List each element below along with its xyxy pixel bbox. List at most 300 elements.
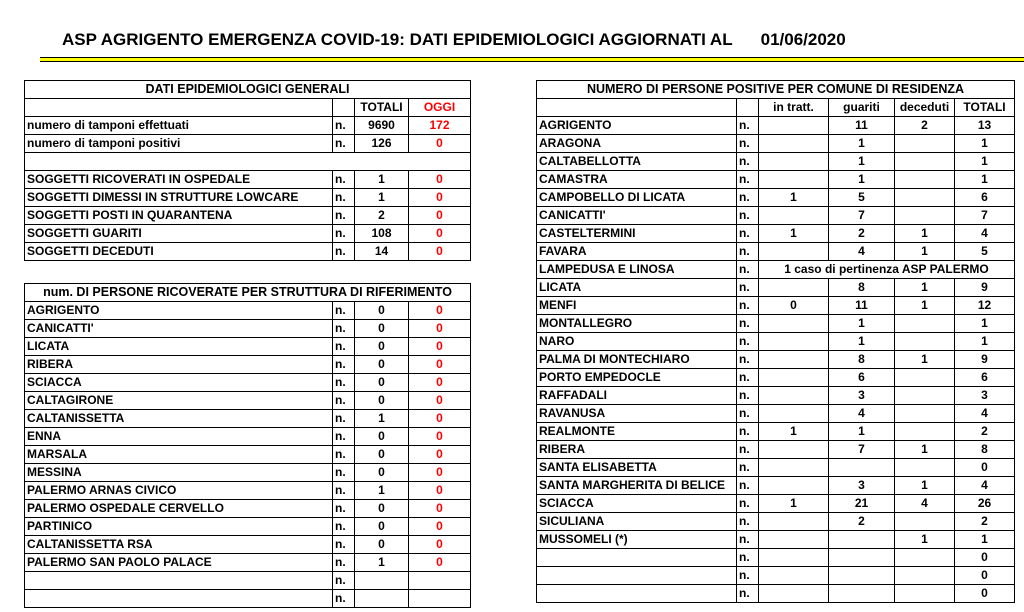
total-value: 108 [355, 225, 409, 243]
in-tratt-value [759, 387, 829, 405]
table-row [537, 369, 1015, 387]
today-value: 0 [409, 482, 471, 500]
unit-cell: n. [737, 441, 759, 459]
unit-cell: n. [737, 477, 759, 495]
guariti-value: 1 [829, 423, 895, 441]
unit-cell: n. [333, 356, 355, 374]
in-tratt-value: 1 [759, 495, 829, 513]
totali-value: 6 [955, 369, 1015, 387]
col-guariti-header: guariti [829, 99, 895, 117]
deceduti-value: 2 [895, 117, 955, 135]
guariti-value: 4 [829, 405, 895, 423]
in-tratt-value [759, 135, 829, 153]
totali-value: 9 [955, 279, 1015, 297]
guariti-value: 8 [829, 351, 895, 369]
comuni-table-title: NUMERO DI PERSONE POSITIVE PER COMUNE DI RESIDENZA [537, 81, 1015, 99]
total-value: 2 [355, 207, 409, 225]
deceduti-value: 1 [895, 531, 955, 549]
guariti-value: 21 [829, 495, 895, 513]
today-value: 0 [409, 446, 471, 464]
deceduti-value [895, 513, 955, 531]
total-value: 0 [355, 446, 409, 464]
deceduti-value [895, 171, 955, 189]
unit-cell: n. [737, 225, 759, 243]
row-label: CALTANISSETTA RSA [25, 536, 333, 554]
deceduti-value [895, 189, 955, 207]
unit-cell: n. [737, 297, 759, 315]
today-value: 0 [409, 392, 471, 410]
row-label: SOGGETTI DIMESSI IN STRUTTURE LOWCARE [25, 189, 333, 207]
guariti-value: 4 [829, 243, 895, 261]
unit-cell: n. [333, 518, 355, 536]
row-label: numero di tamponi positivi [25, 135, 333, 153]
today-value: 0 [409, 302, 471, 320]
comune-name: SCIACCA [537, 495, 737, 513]
guariti-value: 7 [829, 207, 895, 225]
unit-cell: n. [737, 243, 759, 261]
table-row [25, 464, 471, 482]
today-value: 0 [409, 207, 471, 225]
unit-cell: n. [333, 374, 355, 392]
totali-value: 7 [955, 207, 1015, 225]
deceduti-value [895, 405, 955, 423]
table-row [537, 495, 1015, 513]
comune-name: CAMASTRA [537, 171, 737, 189]
table-row [25, 500, 471, 518]
table-row [537, 531, 1015, 549]
in-tratt-value [759, 315, 829, 333]
unit-cell: n. [333, 464, 355, 482]
totali-value: 8 [955, 441, 1015, 459]
in-tratt-value [759, 243, 829, 261]
deceduti-value [895, 423, 955, 441]
deceduti-value [895, 585, 955, 603]
unit-cell: n. [333, 171, 355, 189]
comune-name: RAFFADALI [537, 387, 737, 405]
guariti-value: 1 [829, 171, 895, 189]
row-label: SOGGETTI DECEDUTI [25, 243, 333, 261]
guariti-value: 5 [829, 189, 895, 207]
total-value: 0 [355, 374, 409, 392]
comune-name [537, 549, 737, 567]
deceduti-value: 1 [895, 225, 955, 243]
deceduti-value [895, 387, 955, 405]
table-row [537, 225, 1015, 243]
today-value: 0 [409, 320, 471, 338]
unit-cell: n. [737, 117, 759, 135]
total-value: 1 [355, 410, 409, 428]
in-tratt-value: 1 [759, 189, 829, 207]
guariti-value: 11 [829, 117, 895, 135]
table-row [25, 536, 471, 554]
col-tratt-header: in tratt. [759, 99, 829, 117]
unit-cell: n. [333, 446, 355, 464]
row-label: PALERMO OSPEDALE CERVELLO [25, 500, 333, 518]
unit-cell: n. [737, 261, 759, 279]
in-tratt-value [759, 153, 829, 171]
unit-cell: n. [333, 590, 355, 608]
unit-cell: n. [333, 500, 355, 518]
row-label: PALERMO ARNAS CIVICO [25, 482, 333, 500]
in-tratt-value [759, 351, 829, 369]
unit-cell: n. [737, 153, 759, 171]
table-row [537, 441, 1015, 459]
guariti-value: 1 [829, 153, 895, 171]
totali-value: 0 [955, 459, 1015, 477]
totali-value: 9 [955, 351, 1015, 369]
today-value: 0 [409, 135, 471, 153]
comune-note: 1 caso di pertinenza ASP PALERMO [759, 261, 1015, 279]
table-row [25, 117, 471, 135]
comune-name: LAMPEDUSA E LINOSA [537, 261, 737, 279]
table-row [537, 549, 1015, 567]
totali-value: 13 [955, 117, 1015, 135]
deceduti-value: 1 [895, 297, 955, 315]
comune-name: MONTALLEGRO [537, 315, 737, 333]
total-value: 1 [355, 482, 409, 500]
table-row [25, 189, 471, 207]
guariti-value: 2 [829, 513, 895, 531]
table-row [25, 590, 471, 608]
comune-name: AGRIGENTO [537, 117, 737, 135]
unit-cell: n. [737, 495, 759, 513]
in-tratt-value [759, 585, 829, 603]
comune-name: ARAGONA [537, 135, 737, 153]
total-value: 1 [355, 554, 409, 572]
header-spacer [25, 99, 333, 117]
table-row [537, 585, 1015, 603]
row-label: CALTAGIRONE [25, 392, 333, 410]
deceduti-value [895, 333, 955, 351]
header-spacer [537, 99, 737, 117]
comune-name [537, 585, 737, 603]
yellow-divider [40, 57, 1024, 62]
table-row [25, 410, 471, 428]
table-row [25, 302, 471, 320]
table-row [537, 477, 1015, 495]
report-date: 01/06/2020 [760, 30, 846, 49]
deceduti-value: 1 [895, 441, 955, 459]
totali-value: 6 [955, 189, 1015, 207]
today-value: 0 [409, 225, 471, 243]
deceduti-value [895, 315, 955, 333]
unit-cell: n. [737, 135, 759, 153]
deceduti-value: 1 [895, 477, 955, 495]
today-value: 0 [409, 243, 471, 261]
today-value: 0 [409, 518, 471, 536]
row-label: LICATA [25, 338, 333, 356]
general-table-title: DATI EPIDEMIOLOGICI GENERALI [25, 81, 471, 99]
in-tratt-value [759, 441, 829, 459]
totali-value: 1 [955, 531, 1015, 549]
unit-cell: n. [737, 585, 759, 603]
row-label: PARTINICO [25, 518, 333, 536]
unit-cell: n. [333, 572, 355, 590]
unit-cell: n. [737, 423, 759, 441]
unit-cell: n. [333, 392, 355, 410]
deceduti-value: 1 [895, 243, 955, 261]
totali-value: 3 [955, 387, 1015, 405]
guariti-value: 1 [829, 135, 895, 153]
unit-cell: n. [333, 207, 355, 225]
in-tratt-value: 1 [759, 423, 829, 441]
table-row [25, 338, 471, 356]
totali-value: 1 [955, 135, 1015, 153]
row-label: RIBERA [25, 356, 333, 374]
total-value: 0 [355, 356, 409, 374]
totali-value: 1 [955, 333, 1015, 351]
table-row [537, 567, 1015, 585]
unit-cell: n. [737, 387, 759, 405]
comune-name: SICULIANA [537, 513, 737, 531]
comune-name: RAVANUSA [537, 405, 737, 423]
table-row [537, 459, 1015, 477]
unit-cell: n. [737, 531, 759, 549]
table-row [537, 423, 1015, 441]
table-row [537, 333, 1015, 351]
deceduti-value: 4 [895, 495, 955, 513]
in-tratt-value [759, 567, 829, 585]
col-oggi-header: OGGI [409, 99, 471, 117]
table-row [537, 387, 1015, 405]
today-value: 0 [409, 189, 471, 207]
guariti-value: 3 [829, 387, 895, 405]
unit-cell: n. [737, 549, 759, 567]
today-value: 0 [409, 554, 471, 572]
guariti-value: 11 [829, 297, 895, 315]
unit-cell: n. [737, 279, 759, 297]
table-row [25, 171, 471, 189]
total-value: 0 [355, 428, 409, 446]
comune-name: CANICATTI' [537, 207, 737, 225]
deceduti-value [895, 567, 955, 585]
unit-cell: n. [333, 117, 355, 135]
header-spacer [737, 99, 759, 117]
totali-value: 12 [955, 297, 1015, 315]
comune-name: CAMPOBELLO DI LICATA [537, 189, 737, 207]
total-value: 1 [355, 171, 409, 189]
general-data-table [24, 80, 471, 261]
table-row [537, 207, 1015, 225]
table-row [537, 315, 1015, 333]
in-tratt-value [759, 333, 829, 351]
totali-value: 4 [955, 405, 1015, 423]
guariti-value [829, 585, 895, 603]
total-value: 126 [355, 135, 409, 153]
guariti-value: 1 [829, 315, 895, 333]
table-row [537, 297, 1015, 315]
table-row [25, 243, 471, 261]
deceduti-value [895, 459, 955, 477]
report-title-text: ASP AGRIGENTO EMERGENZA COVID-19: DATI EPIDEMIOLOGICI AGGIORNATI AL [62, 30, 733, 49]
unit-cell: n. [737, 333, 759, 351]
totali-value: 4 [955, 225, 1015, 243]
guariti-value: 3 [829, 477, 895, 495]
comune-name: SANTA ELISABETTA [537, 459, 737, 477]
total-value: 0 [355, 536, 409, 554]
today-value: 0 [409, 464, 471, 482]
table-row [25, 572, 471, 590]
deceduti-value [895, 549, 955, 567]
guariti-value: 6 [829, 369, 895, 387]
row-label: numero di tamponi effettuati [25, 117, 333, 135]
totali-value: 1 [955, 315, 1015, 333]
unit-cell: n. [737, 369, 759, 387]
unit-cell: n. [737, 207, 759, 225]
today-value: 172 [409, 117, 471, 135]
table-row [537, 279, 1015, 297]
in-tratt-value [759, 531, 829, 549]
totali-value: 0 [955, 549, 1015, 567]
today-value: 0 [409, 536, 471, 554]
comune-name: RIBERA [537, 441, 737, 459]
today-value: 0 [409, 171, 471, 189]
totali-value: 0 [955, 567, 1015, 585]
row-label: PALERMO SAN PAOLO PALACE [25, 554, 333, 572]
total-value: 0 [355, 302, 409, 320]
in-tratt-value [759, 369, 829, 387]
comune-name: REALMONTE [537, 423, 737, 441]
comune-name: SANTA MARGHERITA DI BELICE [537, 477, 737, 495]
guariti-value [829, 549, 895, 567]
hospital-table [24, 283, 471, 608]
totali-value: 2 [955, 423, 1015, 441]
total-value [355, 572, 409, 590]
table-row [537, 243, 1015, 261]
guariti-value [829, 567, 895, 585]
today-value [409, 590, 471, 608]
total-value: 0 [355, 320, 409, 338]
in-tratt-value [759, 279, 829, 297]
totali-value: 1 [955, 153, 1015, 171]
in-tratt-value [759, 207, 829, 225]
table-row [537, 171, 1015, 189]
totali-value: 4 [955, 477, 1015, 495]
unit-cell: n. [333, 302, 355, 320]
in-tratt-value [759, 477, 829, 495]
deceduti-value [895, 369, 955, 387]
unit-cell: n. [333, 428, 355, 446]
row-label: AGRIGENTO [25, 302, 333, 320]
in-tratt-value [759, 513, 829, 531]
guariti-value: 1 [829, 333, 895, 351]
row-label: ENNA [25, 428, 333, 446]
totali-value: 0 [955, 585, 1015, 603]
unit-cell: n. [737, 513, 759, 531]
table-row [25, 207, 471, 225]
comune-name: FAVARA [537, 243, 737, 261]
table-row [25, 428, 471, 446]
in-tratt-value [759, 549, 829, 567]
unit-cell: n. [333, 410, 355, 428]
total-value: 9690 [355, 117, 409, 135]
comuni-table [536, 80, 1015, 603]
deceduti-value: 1 [895, 279, 955, 297]
totali-value: 26 [955, 495, 1015, 513]
col-deceduti-header: deceduti [895, 99, 955, 117]
table-row [537, 117, 1015, 135]
comune-name: MUSSOMELI (*) [537, 531, 737, 549]
table-row [537, 135, 1015, 153]
row-label: MARSALA [25, 446, 333, 464]
row-label: SOGGETTI GUARITI [25, 225, 333, 243]
comune-name [537, 567, 737, 585]
comune-name: CASTELTERMINI [537, 225, 737, 243]
col-totali-header: TOTALI [955, 99, 1015, 117]
comune-name: LICATA [537, 279, 737, 297]
unit-cell: n. [333, 338, 355, 356]
report-title [62, 30, 846, 50]
row-label: CALTANISSETTA [25, 410, 333, 428]
totali-value: 2 [955, 513, 1015, 531]
total-value: 0 [355, 500, 409, 518]
table-row [25, 392, 471, 410]
table-row [25, 374, 471, 392]
totali-value: 1 [955, 171, 1015, 189]
unit-cell: n. [737, 459, 759, 477]
deceduti-value [895, 153, 955, 171]
in-tratt-value: 0 [759, 297, 829, 315]
row-label [25, 590, 333, 608]
today-value: 0 [409, 410, 471, 428]
deceduti-value [895, 135, 955, 153]
total-value: 0 [355, 518, 409, 536]
comune-name: PORTO EMPEDOCLE [537, 369, 737, 387]
total-value: 0 [355, 464, 409, 482]
unit-cell: n. [737, 405, 759, 423]
in-tratt-value [759, 117, 829, 135]
today-value: 0 [409, 374, 471, 392]
totali-value: 5 [955, 243, 1015, 261]
unit-cell: n. [333, 135, 355, 153]
total-value: 1 [355, 189, 409, 207]
col-totali-header: TOTALI [355, 99, 409, 117]
deceduti-value: 1 [895, 351, 955, 369]
table-row [25, 356, 471, 374]
in-tratt-value [759, 405, 829, 423]
unit-cell: n. [333, 536, 355, 554]
guariti-value [829, 531, 895, 549]
comune-name: NARO [537, 333, 737, 351]
spacer-row [25, 153, 471, 171]
unit-cell: n. [737, 189, 759, 207]
table-row [25, 320, 471, 338]
table-row [537, 513, 1015, 531]
in-tratt-value [759, 459, 829, 477]
unit-cell: n. [737, 171, 759, 189]
unit-cell: n. [737, 315, 759, 333]
row-label: CANICATTI' [25, 320, 333, 338]
today-value [409, 572, 471, 590]
table-row [25, 446, 471, 464]
unit-cell: n. [737, 351, 759, 369]
table-row [25, 518, 471, 536]
guariti-value: 2 [829, 225, 895, 243]
unit-cell: n. [737, 567, 759, 585]
today-value: 0 [409, 500, 471, 518]
table-row [537, 153, 1015, 171]
guariti-value: 8 [829, 279, 895, 297]
table-row [25, 554, 471, 572]
table-row [25, 482, 471, 500]
guariti-value: 7 [829, 441, 895, 459]
table-row [537, 351, 1015, 369]
row-label [25, 572, 333, 590]
row-label: SOGGETTI POSTI IN QUARANTENA [25, 207, 333, 225]
total-value [355, 590, 409, 608]
table-row [25, 225, 471, 243]
total-value: 0 [355, 338, 409, 356]
